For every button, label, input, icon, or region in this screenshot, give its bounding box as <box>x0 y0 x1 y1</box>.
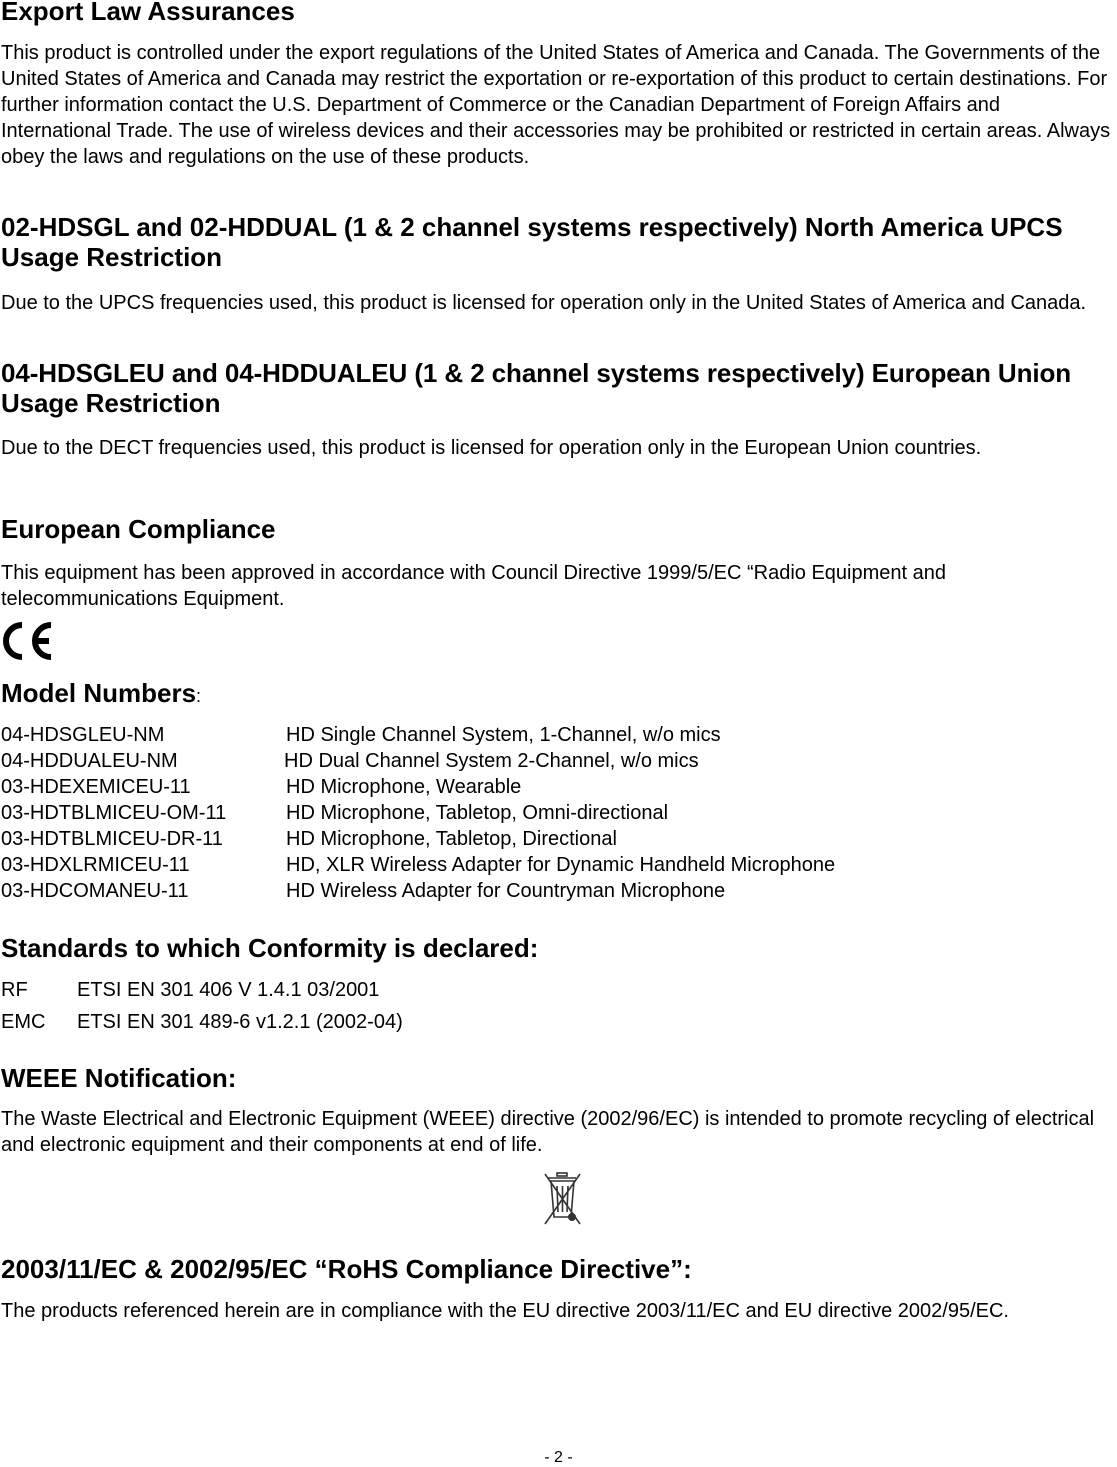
export-law-body: This product is controlled under the export regulations of the United States of America and Canada. The Governments of the United States of America and Canada may restrict the exportation or re-exportation of this product to certain destinations. For further information contact the U.S. Department of Commerce or the Canadian Department of Foreign Affairs and International Trade. The use of wireless devices and their accessories may be prohibited or restricted in certain areas. Always obey the laws and regulations on the use of these products. <box>1 42 1111 168</box>
model-description: HD Dual Channel System 2-Channel, w/o mics <box>284 750 699 772</box>
model-row <box>1 878 726 904</box>
model-code: 03-HDEXEMICEU-11 <box>1 776 191 798</box>
model-description: HD Microphone, Tabletop, Omni-directional <box>286 802 669 824</box>
model-code: 03-HDTBLMICEU-OM-11 <box>1 802 227 824</box>
model-row <box>1 852 836 878</box>
rohs-body: The products referenced herein are in compliance with the EU directive 2003/11/EC and EU directive 2002/95/EC. <box>1 1300 1009 1322</box>
standard-label: RF <box>1 979 28 1001</box>
model-description: HD Single Channel System, 1-Channel, w/o mics <box>286 724 721 746</box>
standard-value: ETSI EN 301 406 V 1.4.1 03/2001 <box>77 979 380 1001</box>
model-description: HD, XLR Wireless Adapter for Dynamic Handheld Microphone <box>286 854 836 876</box>
model-row <box>1 722 721 748</box>
export-law-section <box>1 0 295 26</box>
dect-body: Due to the DECT frequencies used, this product is licensed for operation only in the European Union countries. <box>1 437 982 459</box>
standard-row <box>1 1009 403 1035</box>
european-compliance-heading: European Compliance <box>1 514 276 544</box>
export-law-heading: Export Law Assurances <box>1 0 295 26</box>
crossed-out-wheelie-bin-icon <box>541 1170 583 1228</box>
model-code: 03-HDCOMANEU-11 <box>1 880 189 902</box>
standard-label: EMC <box>1 1011 46 1033</box>
standards-section <box>1 933 538 963</box>
model-code: 03-HDXLRMICEU-11 <box>1 854 190 876</box>
standard-row <box>1 977 380 1003</box>
upcs-heading: 02-HDSGL and 02-HDDUAL (1 & 2 channel systems respectively) North America UPCS Usage Restriction <box>1 212 1063 272</box>
page-number: - 2 - <box>544 1449 573 1466</box>
european-compliance-section <box>1 514 276 544</box>
model-row <box>1 774 522 800</box>
standards-heading: Standards to which Conformity is declared: <box>1 933 539 963</box>
model-row <box>1 826 617 852</box>
dect-section <box>1 358 1117 418</box>
model-code: 03-HDTBLMICEU-DR-11 <box>1 828 223 850</box>
model-row <box>1 748 699 774</box>
weee-body: The Waste Electrical and Electronic Equipment (WEEE) directive (2002/96/EC) is intended to promote recycling of electrical and electronic equipment and their components at end of life. <box>1 1108 1095 1156</box>
dect-heading: 04-HDSGLEU and 04-HDDUALEU (1 & 2 channel systems respectively) European Union Usage Restriction <box>1 358 1072 418</box>
weee-section <box>1 1063 236 1093</box>
model-numbers-section <box>1 678 201 708</box>
model-description: HD Wireless Adapter for Countryman Microphone <box>286 880 726 902</box>
model-code: 04-HDDUALEU-NM <box>1 750 178 772</box>
model-description: HD Microphone, Tabletop, Directional <box>286 828 617 850</box>
model-numbers-colon: : <box>196 686 202 706</box>
model-code: 04-HDSGLEU-NM <box>1 724 165 746</box>
weee-heading: WEEE Notification: <box>1 1063 237 1093</box>
rohs-section <box>1 1254 692 1284</box>
ce-mark-icon <box>1 620 55 662</box>
upcs-section <box>1 212 1113 272</box>
rohs-heading: 2003/11/EC & 2002/95/EC “RoHS Compliance Directive”: <box>1 1254 692 1284</box>
european-compliance-body: This equipment has been approved in accordance with Council Directive 1999/5/EC “Radio Equipment and telecommunications Equipment. <box>1 562 946 610</box>
standard-value: ETSI EN 301 489-6 v1.2.1 (2002-04) <box>77 1011 403 1033</box>
model-description: HD Microphone, Wearable <box>286 776 522 798</box>
upcs-body: Due to the UPCS frequencies used, this product is licensed for operation only in the United States of America and Canada. <box>1 292 1087 314</box>
model-numbers-heading: Model Numbers <box>1 678 197 708</box>
model-row <box>1 800 669 826</box>
